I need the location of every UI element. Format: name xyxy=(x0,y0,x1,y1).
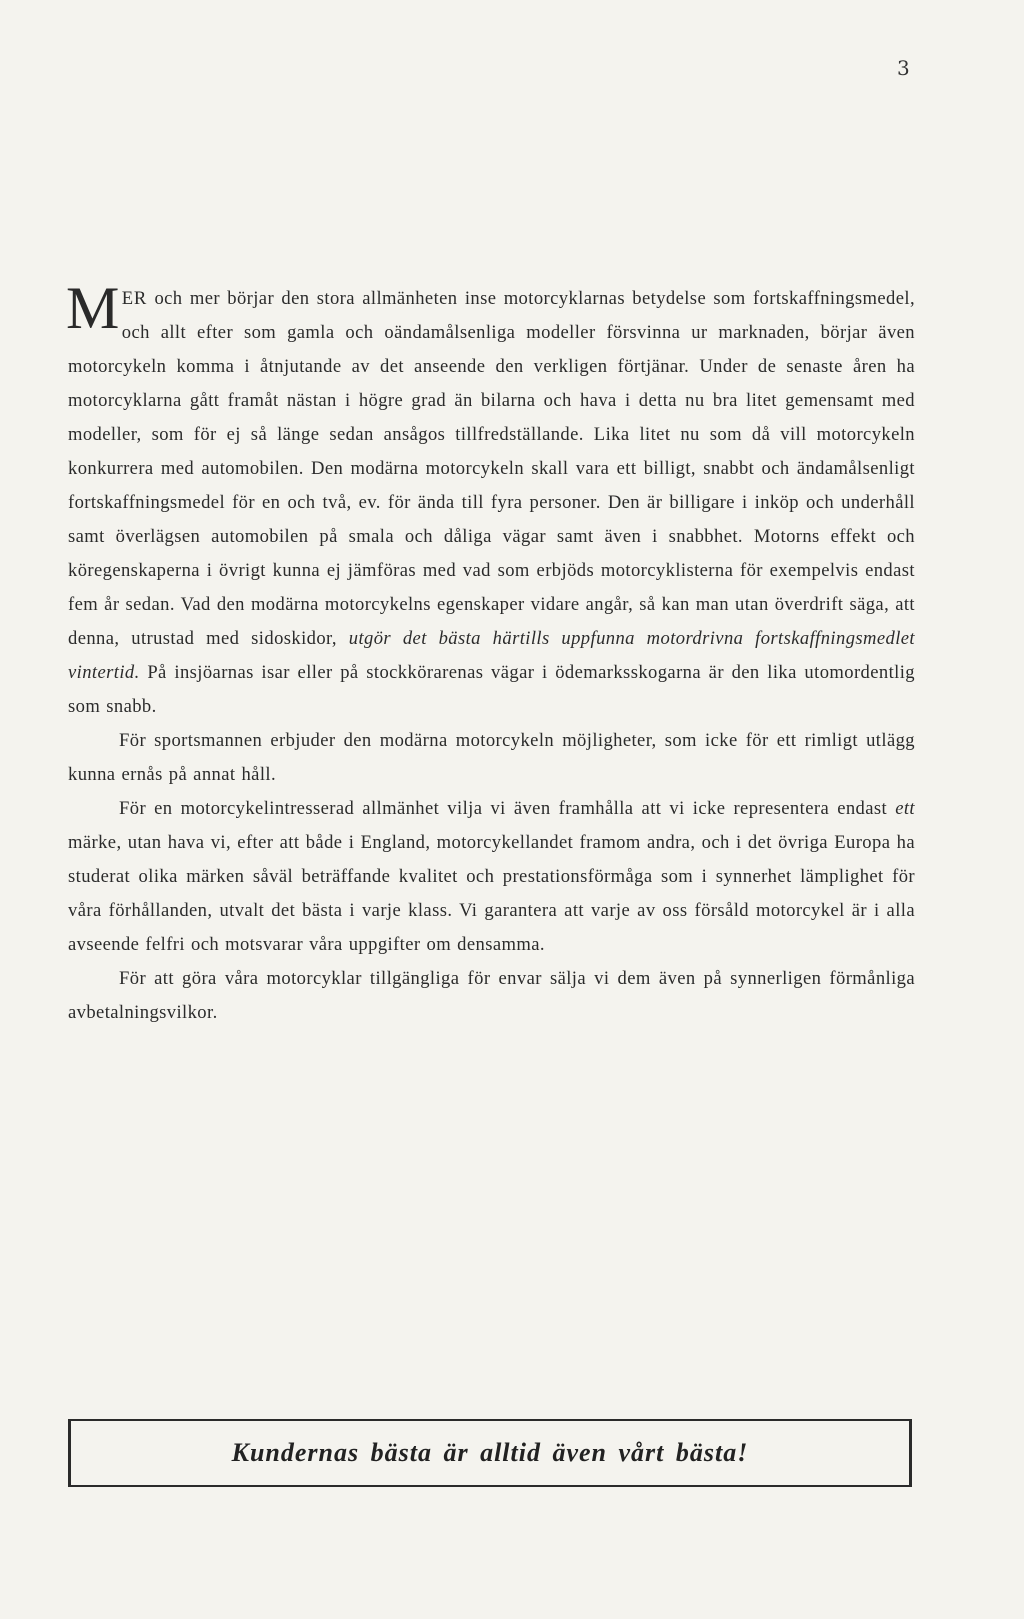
paragraph-1-emphasis: utgör det bästa härtills uppfunna motordrivna fortskaffningsmedlet vintertid. xyxy=(68,628,915,683)
paragraph-2: För sportsmannen erbjuder den modärna motorcykeln möjligheter, som icke för ett rimligt utlägg kunna ernås på annat håll. xyxy=(68,730,915,785)
paragraph-3 xyxy=(68,792,915,962)
lead-in: ER xyxy=(121,288,148,309)
paragraph-1-text-a: och mer börjar den stora allmänheten inse motorcyklarnas betydelse som fortskaffningsmedel, och allt efter som gamla och oändamålsenliga modeller försvinna ur marknaden, börjar även motorcykeln komma i åtnjutande av det anseende den verkligen förtjänar. Under de senaste åren ha motorcyklarna gått framåt nästan i högre grad än bilarna och hava i detta nu bra litet gemensamt med modeller, som för ej så länge sedan ansågos tillfredställande. Lika litet nu som då vill motorcykeln konkurrera med automobilen. Den modärna motorcykeln skall vara ett billigt, snabbt och ändamålsenligt fortskaffningsmedel för en och två, ev. för ända till fyra personer. Den är billigare i inköp och underhåll samt överlägsen automobilen på smala och dåliga vägar samt även i snabbhet. Motorns effekt och köregenskaperna i övrigt kunna ej jämföras med vad som erbjöds motorcyklisterna för exempelvis endast fem år sedan. Vad den modärna motorcykelns egenskaper vidare angår, så kan man utan överdrift säga, att denna, utrustad med sidoskidor, xyxy=(68,288,915,649)
paragraph-1-text-b: På insjöarnas isar eller på stockkörarenas vägar i ödemarksskogarna är den lika utomordentlig som snabb. xyxy=(68,662,915,717)
paragraph-1 xyxy=(66,275,915,724)
paragraph-3-text-a: För en motorcykelintresserad allmänhet vilja vi även framhålla att vi icke representera endast xyxy=(119,798,896,819)
paragraph-3-emphasis: ett xyxy=(895,798,915,819)
slogan-box xyxy=(68,1419,912,1487)
body-text xyxy=(66,275,915,1030)
drop-cap: M xyxy=(66,275,120,341)
page-number: 3 xyxy=(897,56,910,80)
slogan: Kundernas bästa är alltid även vårt bästa! xyxy=(231,1438,749,1467)
paragraph-3-text-b: märke, utan hava vi, efter att både i England, motorcykellandet framom andra, och i det övriga Europa ha studerat olika märken såväl beträffande kvalitet och prestationsförmåga som i synnerhet lämplighet för våra förhållanden, utvalt det bästa i varje klass. Vi garantera att varje av oss försåld motorcykel är i alla avseende felfri och motsvarar våra uppgifter om densamma. xyxy=(68,832,915,955)
paragraph-4: För att göra våra motorcyklar tillgängliga för envar sälja vi dem även på synnerligen förmånliga avbetalningsvilkor. xyxy=(68,968,915,1023)
